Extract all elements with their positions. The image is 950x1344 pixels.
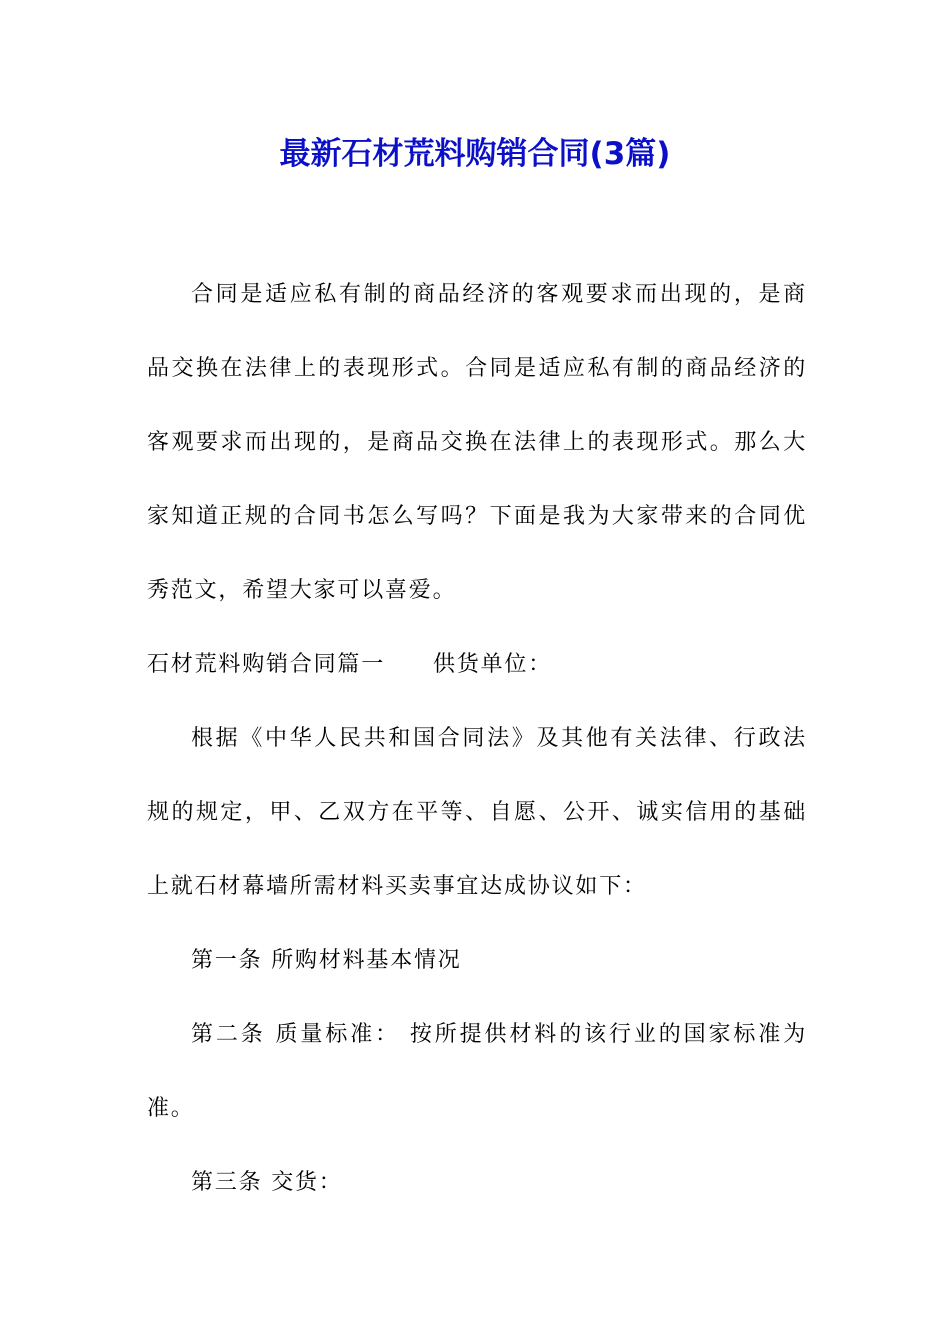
basis-paragraph: 根据《中华人民共和国合同法》及其他有关法律、行政法规的规定，甲、乙双方在平等、自愿、公开、诚实信用的基础上就石材幕墙所需材料买卖事宜达成协议如下： — [147, 726, 807, 899]
section-heading-line — [147, 628, 807, 702]
supplier-label: 供货单位： — [433, 652, 553, 677]
article-2: 第二条 质量标准： 按所提供材料的该行业的国家标准为准。 — [147, 1022, 807, 1121]
article-1: 第一条 所购材料基本情况 — [191, 948, 462, 973]
document-title: 最新石材荒料购销合同(3篇) — [279, 136, 671, 172]
section-heading: 石材荒料购销合同篇一 — [147, 652, 386, 677]
article-3: 第三条 交货： — [191, 1170, 343, 1195]
intro-paragraph: 合同是适应私有制的商品经济的客观要求而出现的，是商品交换在法律上的表现形式。合同是适应私有制的商品经济的客观要求而出现的，是商品交换在法律上的表现形式。那么大家知道正规的合同书怎么写吗？下面是我为大家带来的合同优秀范文，希望大家可以喜爱。 — [147, 282, 807, 603]
document-body — [147, 258, 807, 1220]
